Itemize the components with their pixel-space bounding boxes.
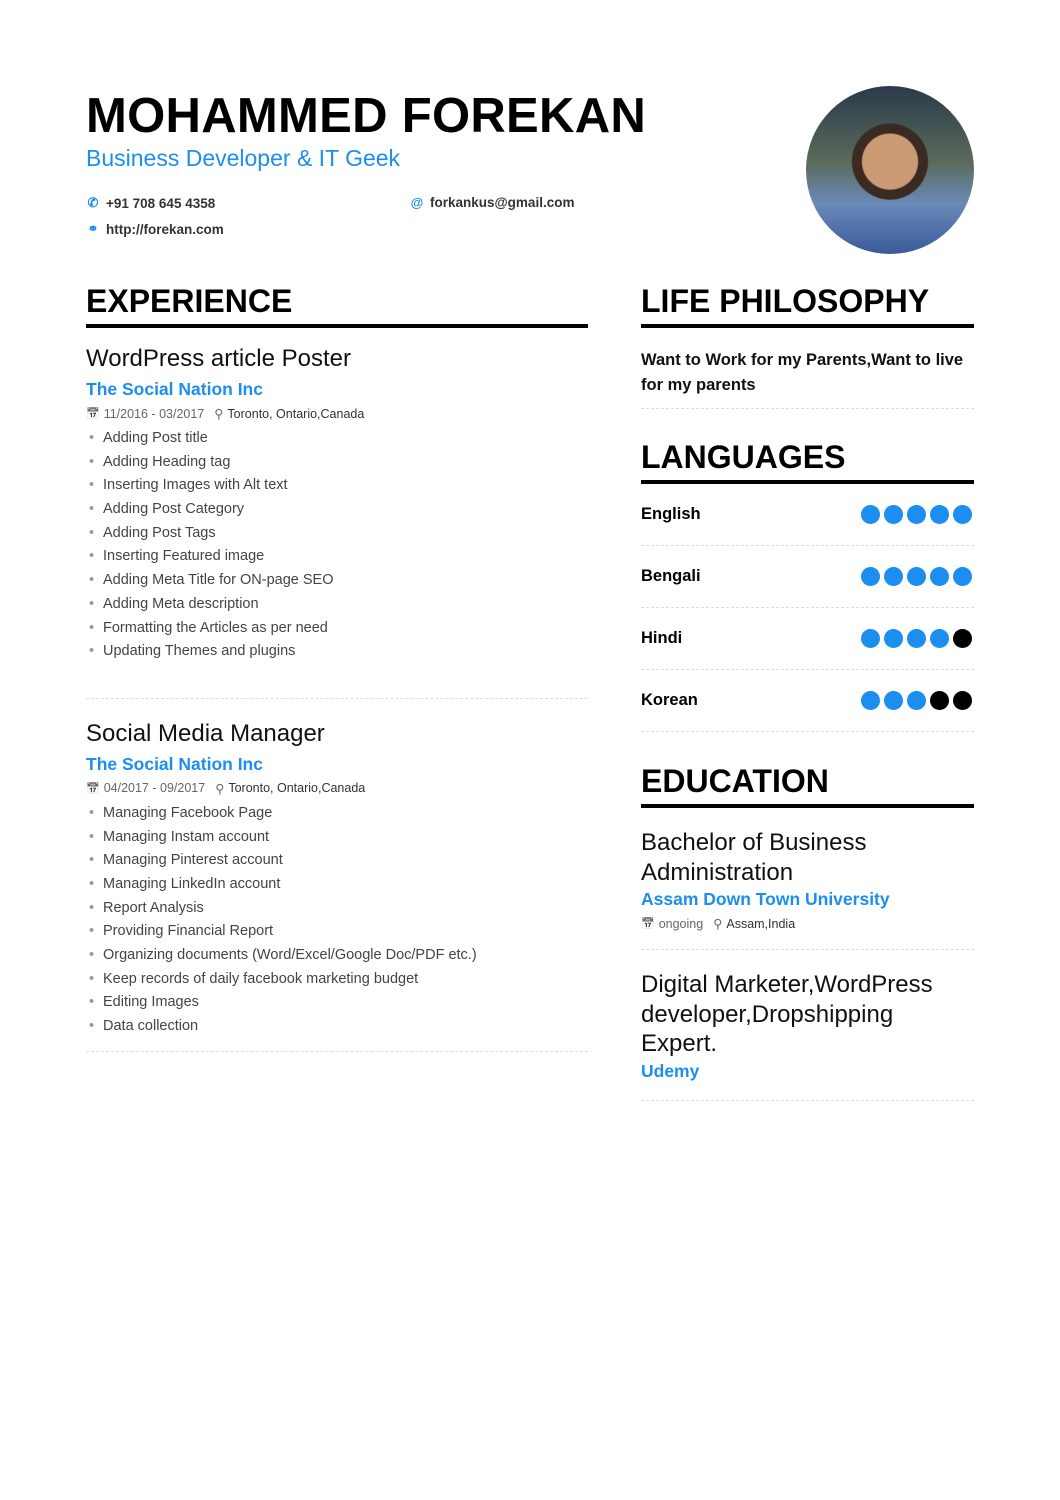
bullet-item: • Managing LinkedIn account (86, 873, 588, 897)
phone-icon: ✆ (87, 195, 99, 210)
job-entry (86, 328, 588, 699)
languages-heading: LANGUAGES (641, 439, 974, 484)
job-entry (86, 699, 588, 1052)
rating-dot (861, 567, 880, 586)
experience-heading: EXPERIENCE (86, 283, 588, 328)
bullet-item: • Report Analysis (86, 897, 588, 921)
rating-dot (930, 691, 949, 710)
website[interactable] (86, 221, 224, 237)
candidate-name: MOHAMMED FOREKAN (86, 89, 647, 143)
philosophy-heading: LIFE PHILOSOPHY (641, 283, 974, 328)
languages-section (641, 439, 974, 732)
calendar-icon: 📅 (86, 782, 100, 795)
education-entry (641, 950, 974, 1101)
rating-dot (930, 629, 949, 648)
education-heading: EDUCATION (641, 763, 974, 808)
rating-dot (884, 505, 903, 524)
profile-photo (806, 86, 974, 254)
rating-dot (861, 505, 880, 524)
bullet-item: • Adding Heading tag (86, 451, 588, 475)
philosophy-text: Want to Work for my Parents,Want to live for my parents (641, 348, 974, 409)
candidate-title: Business Developer & IT Geek (86, 145, 401, 171)
email-text[interactable]: forkankus@gmail.com (430, 195, 575, 210)
calendar-icon: 📅 (641, 918, 655, 930)
at-icon: @ (410, 195, 424, 210)
language-name: Bengali (641, 567, 701, 585)
bullet-item: • Adding Post Category (86, 498, 588, 522)
language-name: English (641, 505, 701, 523)
rating-dot (953, 629, 972, 648)
school-name: Assam Down Town University (641, 889, 890, 909)
rating-dot (861, 629, 880, 648)
language-name: Hindi (641, 629, 683, 647)
bullet-item: • Updating Themes and plugins (86, 640, 588, 664)
bullet-item: • Inserting Featured image (86, 545, 588, 569)
bullet-item: • Adding Post Tags (86, 522, 588, 546)
rating-dot (861, 691, 880, 710)
company-name: The Social Nation Inc (86, 753, 263, 774)
education-meta (641, 916, 974, 931)
language-row (641, 546, 974, 608)
language-rating (861, 629, 972, 648)
website-text[interactable]: http://forekan.com (106, 221, 224, 237)
rating-dot (930, 567, 949, 586)
bullet-item: • Providing Financial Report (86, 920, 588, 944)
rating-dot (907, 567, 926, 586)
rating-dot (953, 691, 972, 710)
rating-dot (884, 567, 903, 586)
rating-dot (884, 629, 903, 648)
location-pin-icon: ⚲ (215, 781, 225, 796)
phone (86, 195, 215, 211)
language-rating (861, 505, 972, 524)
experience-section (86, 283, 588, 1052)
job-bullets (86, 802, 588, 1039)
philosophy-section (641, 283, 974, 409)
bullet-item: • Managing Facebook Page (86, 802, 588, 826)
rating-dot (907, 691, 926, 710)
rating-dot (884, 691, 903, 710)
bullet-item: • Organizing documents (Word/Excel/Google Doc/PDF etc.) (86, 944, 588, 968)
school-name: Udemy (641, 1060, 700, 1081)
job-meta (86, 406, 588, 421)
rating-dot (930, 505, 949, 524)
job-dates: 11/2016 - 03/2017 (103, 406, 205, 421)
email[interactable] (410, 195, 574, 210)
job-dates: 04/2017 - 09/2017 (103, 781, 206, 796)
language-rating (861, 567, 972, 586)
bullet-item: • Adding Meta Title for ON-page SEO (86, 569, 588, 593)
company-name: The Social Nation Inc (86, 379, 263, 399)
bullet-item: • Formatting the Articles as per need (86, 617, 588, 641)
job-title: Social Media Manager (86, 719, 325, 747)
job-location: Toronto, Ontario,Canada (228, 781, 366, 796)
bullet-item: • Managing Pinterest account (86, 849, 588, 873)
link-icon: ⚭ (87, 221, 99, 236)
rating-dot (953, 567, 972, 586)
bullet-item: • Adding Post title (86, 427, 588, 451)
rating-dot (953, 505, 972, 524)
rating-dot (907, 505, 926, 524)
degree: Digital Marketer,WordPress developer,Dropshipping Expert. (641, 971, 933, 1057)
education-location: Assam,India (726, 916, 796, 931)
phone-text: +91 708 645 4358 (106, 195, 216, 211)
location-pin-icon: ⚲ (214, 407, 224, 421)
job-bullets (86, 427, 588, 664)
language-rating (861, 691, 972, 710)
language-row (641, 670, 974, 732)
rating-dot (907, 629, 926, 648)
bullet-item: • Data collection (86, 1015, 588, 1039)
bullet-item: • Editing Images (86, 991, 588, 1015)
calendar-icon: 📅 (86, 408, 100, 420)
education-section (641, 763, 974, 1101)
education-dates: ongoing (658, 916, 704, 931)
language-row (641, 608, 974, 670)
education-entry (641, 808, 974, 950)
bullet-item: • Managing Instam account (86, 826, 588, 850)
job-title: WordPress article Poster (86, 345, 351, 372)
job-meta (86, 781, 588, 796)
bullet-item: • Inserting Images with Alt text (86, 474, 588, 498)
location-pin-icon: ⚲ (713, 917, 723, 931)
job-location: Toronto, Ontario,Canada (227, 406, 365, 421)
bullet-item: • Keep records of daily facebook marketing budget (86, 968, 588, 992)
bullet-item: • Adding Meta description (86, 593, 588, 617)
language-name: Korean (641, 691, 698, 709)
degree: Bachelor of Business Administration (641, 829, 867, 886)
language-row (641, 484, 974, 546)
